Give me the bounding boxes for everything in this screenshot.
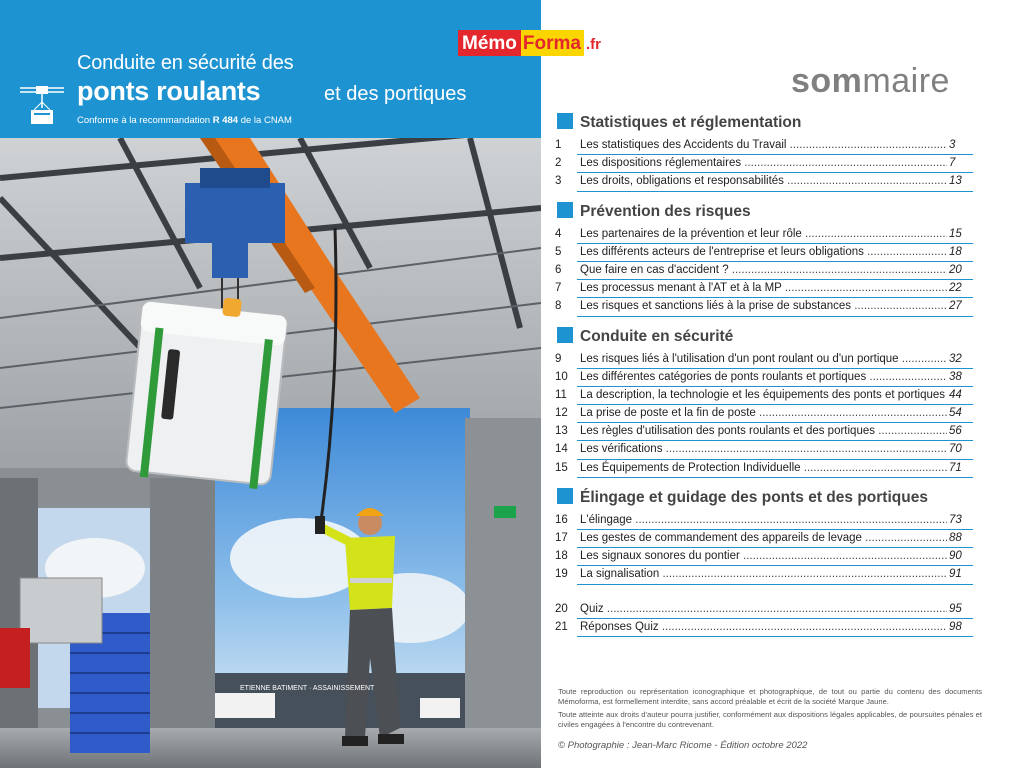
toc-entry-number: 12 [555,407,568,420]
toc-entry-page: 95 [947,601,973,617]
toc-entry[interactable] [553,280,973,298]
toc-underline [577,191,973,192]
toc-entry-label: Les vérifications ..... [580,441,950,457]
toc-entry-label: Les différentes catégories de ponts roulants et portiques ..... [580,369,950,385]
toc-entry-number: 20 [555,602,568,615]
toc-underline [577,316,973,317]
sommaire-heading [791,62,950,101]
toc-entry[interactable] [553,298,973,316]
toc-entry-page: 20 [947,262,973,278]
photo-credit: © Photographie : Jean-Marc Ricome - Édition octobre 2022 [558,740,808,751]
toc-entry[interactable] [553,351,973,369]
subtitle [77,115,292,126]
toc-entry-label: L'élingage ..... [580,512,950,528]
section-square-icon [557,327,573,343]
toc-entry[interactable] [553,405,973,423]
toc-entry[interactable] [553,226,973,244]
toc-entry-page: 71 [947,460,973,476]
toc-entry-label: La prise de poste et la fin de poste ..... [580,405,950,421]
toc-entry-number: 16 [555,513,568,526]
logo-memo: Mémo [458,30,521,56]
title-banner [0,0,541,138]
toc-entry-number: 7 [555,282,562,295]
title-line-1: Conduite en sécurité des [77,52,294,74]
toc-entry-label: Les droits, obligations et responsabilités ..... [580,173,950,189]
toc-entry-page: 98 [947,619,973,635]
toc-entry-number: 14 [555,443,568,456]
toc-entry-label: La signalisation ..... [580,566,950,582]
sommaire-light: maire [862,62,950,100]
toc-entry[interactable] [553,155,973,173]
toc-entry-number: 4 [555,227,562,240]
cover-photo [0,138,541,768]
section-square-icon [557,113,573,129]
toc-entry-label: Les dispositions réglementaires ..... [580,155,950,171]
toc-entry[interactable] [553,244,973,262]
toc-entry[interactable] [553,566,973,584]
warehouse-illustration [0,138,541,768]
toc-entry-label: Les risques et sanctions liés à la prise de substances ..... [580,298,950,314]
toc-entry-label: Réponses Quiz ..... [580,619,950,635]
toc-entry-page: 13 [947,173,973,189]
toc-entry-number: 6 [555,263,562,276]
toc-entry-label: Les processus menant à l'AT et à la MP ..... [580,280,950,296]
toc-entry-page: 90 [947,548,973,564]
toc-entry-number: 10 [555,370,568,383]
toc-entry-label: Les partenaires de la prévention et leur rôle ..... [580,226,950,242]
toc-entry[interactable] [553,369,973,387]
toc-entry-page: 56 [947,423,973,439]
toc-entry-page: 73 [947,512,973,528]
toc-entry-number: 8 [555,300,562,313]
toc-entry-number: 15 [555,461,568,474]
toc-entry-number: 19 [555,568,568,581]
crane-icon [20,84,64,126]
toc-entry-label: Quiz ..... [580,601,950,617]
toc-entry[interactable] [553,441,973,459]
toc-entry-page: 27 [947,298,973,314]
legal-paragraph-2: Toute atteinte aux droits d'auteur pourra justifier, conformément aux dispositions légales applicables, de poursuites pénales et civiles engagées à l'encontre du contrevenant. [558,710,982,729]
toc-entry-page: 88 [947,530,973,546]
toc-entry-label: Les risques liés à l'utilisation d'un pont roulant ou d'un portique ..... [580,351,950,367]
toc-section-title: Statistiques et réglementation [580,114,802,131]
toc-entry-page: 38 [947,369,973,385]
toc-section-heading [553,487,973,512]
toc-entry-label: Les statistiques des Accidents du Travail ..... [580,137,950,153]
toc-section-title: Conduite en sécurité [580,327,734,345]
toc-section-heading [553,112,973,137]
toc-entry[interactable] [553,173,973,191]
toc-entry[interactable] [553,512,973,530]
logo-fr: .fr [585,36,601,53]
memoforma-logo [458,30,601,56]
toc-section-title: Élingage et guidage des ponts et des portiques [580,488,928,506]
toc-entry-number: 13 [555,425,568,438]
building-sign: ETIENNE BATIMENT · ASSAINISSEMENT [240,685,375,692]
toc-entry-number: 3 [555,175,562,188]
toc-entry-page: 22 [947,280,973,296]
toc-entry-number: 17 [555,532,568,544]
toc-underline [577,584,973,585]
toc-entry-label: Les signaux sonores du pontier ..... [580,548,950,564]
toc-entry-label: La description, la technologie et les équipements des ponts et portiques ..... [580,387,950,403]
toc-entry-label: Que faire en cas d'accident ? ..... [580,262,950,278]
section-square-icon [557,488,573,504]
toc-entry-number: 1 [555,139,562,151]
toc-entry[interactable] [553,530,973,548]
toc-underline [577,636,973,637]
table-of-contents [553,112,973,637]
toc-entry-number: 9 [555,352,562,365]
toc-entry[interactable] [553,387,973,405]
legal-notice [558,687,982,733]
toc-entry-page: 54 [947,405,973,421]
toc-entry-page: 18 [947,244,973,260]
toc-entry-label: Les différents acteurs de l'entreprise et leurs obligations ..... [580,244,950,260]
toc-entry[interactable] [553,423,973,441]
title-rest: et des portiques [324,83,467,105]
toc-entry[interactable] [553,262,973,280]
toc-entry-page: 15 [947,226,973,242]
toc-entry-number: 5 [555,245,562,258]
subtitle-bold: R 484 [212,115,239,126]
toc-entry-number: 11 [555,388,567,401]
toc-section-heading [553,326,973,351]
toc-entry-page: 32 [947,351,973,367]
toc-entry-label: Les gestes de commandement des appareils de levage ..... [580,530,950,546]
subtitle-suffix: de la CNAM [240,115,292,126]
toc-entry-page: 7 [947,155,973,171]
toc-entry-label: Les Équipements de Protection Individuelle ..... [580,460,950,476]
toc-entry-label: Les règles d'utilisation des ponts roulants et des portiques ..... [580,423,950,439]
toc-entry[interactable] [553,460,973,478]
title-bold: ponts roulants [77,76,261,106]
toc-section-heading [553,201,973,226]
toc-entry[interactable] [553,619,973,637]
toc-entry-page: 91 [947,566,973,582]
toc-underline [577,477,973,478]
section-square-icon [557,202,573,218]
toc-section-title: Prévention des risques [580,202,751,220]
toc-entry[interactable] [553,548,973,566]
toc-entry[interactable] [553,137,973,155]
toc-entry-number: 18 [555,550,568,563]
toc-entry[interactable] [553,601,973,619]
toc-entry-page: 70 [947,441,973,457]
toc-entry-page: 3 [947,137,973,153]
subtitle-prefix: Conforme à la recommandation [77,115,211,126]
toc-entry-number: 2 [555,157,562,170]
logo-forma: Forma [521,30,584,56]
sommaire-bold: som [791,62,863,100]
legal-paragraph-1: Toute reproduction ou représentation iconographique et photographique, de tout ou partie du contenu des documents Mémoforma, est formellement interdite, sans accord préalable et écrit de la société Marque Jaune. [558,687,982,706]
toc-entry-number: 21 [555,620,568,633]
toc-entry-page: 44 [947,387,973,403]
